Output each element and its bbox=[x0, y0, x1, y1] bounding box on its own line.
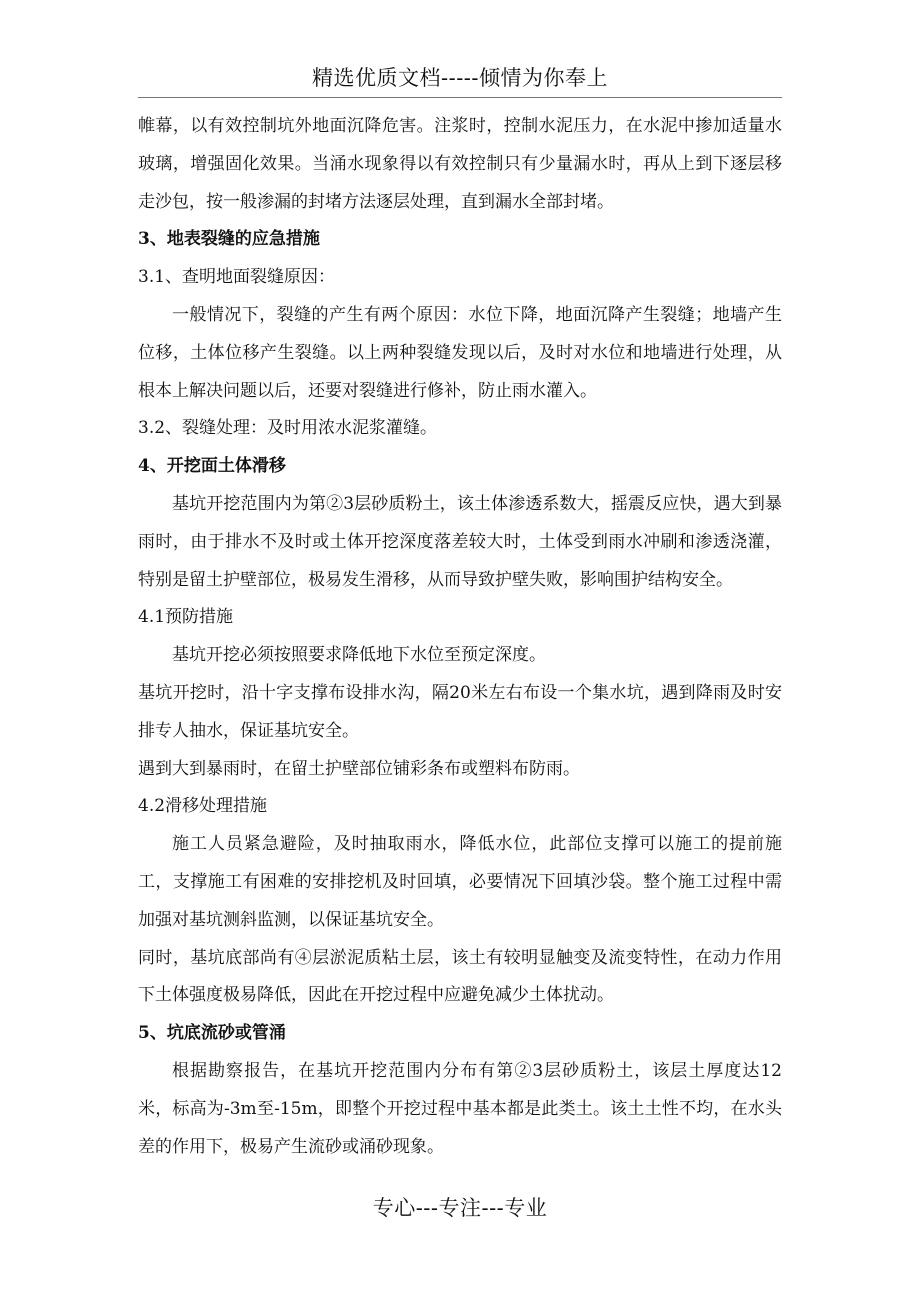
paragraph-prevention-2: 基坑开挖时，沿十字支撑布设排水沟，隔20米左右布设一个集水坑，遇到降雨及时安排专人抽水，保证基坑安全。 bbox=[138, 682, 782, 741]
section-heading-5: 5、坑底流砂或管涌 bbox=[138, 1023, 286, 1044]
paragraph-continuation: 帷幕，以有效控制坑外地面沉降危害。注浆时，控制水泥压力，在水泥中掺加适量水玻璃，增强固化效果。当涌水现象得以有效控制只有少量漏水时，再从上到下逐层移走沙包，按一般渗漏的封堵方法逐层处理，直到漏水全部封堵。 bbox=[138, 116, 782, 212]
header-divider bbox=[138, 97, 782, 98]
subsection-heading-4-2: 4.2滑移处理措施 bbox=[138, 796, 268, 817]
paragraph-quicksand: 根据勘察报告，在基坑开挖范围内分布有第②3层砂质粉土，该层土厚度达12米，标高为-3m至-15m，即整个开挖过程中基本都是此类土。该土土性不均，在水头差的作用下，极易产生流砂或涌砂现象。 bbox=[138, 1060, 782, 1157]
section-heading-4: 4、开挖面土体滑移 bbox=[138, 456, 286, 477]
paragraph-slip-handling-1: 施工人员紧急避险，及时抽取雨水，降低水位，此部位支撑可以施工的提前施工，支撑施工有困难的安排挖机及时回填，必要情况下回填沙袋。整个施工过程中需加强对基坑测斜监测，以保证基坑安全。 bbox=[138, 834, 782, 930]
paragraph-crack-causes: 一般情况下，裂缝的产生有两个原因：水位下降，地面沉降产生裂缝；地墙产生位移，土体位移产生裂缝。以上两种裂缝发现以后，及时对水位和地墙进行处理，从根本上解决问题以后，还要对裂缝进行修补，防止雨水灌入。 bbox=[138, 304, 782, 401]
paragraph-slip-handling-2: 同时，基坑底部尚有④层淤泥质粘土层，该土有较明显触变及流变特性，在动力作用下土体强度极易降低，因此在开挖过程中应避免减少土体扰动。 bbox=[138, 947, 782, 1006]
paragraph-prevention-3: 遇到大到暴雨时，在留土护壁部位铺彩条布或塑料布防雨。 bbox=[138, 758, 580, 779]
page-header: 精选优质文档-----倾情为你奉上 bbox=[312, 66, 608, 90]
document-body bbox=[138, 108, 782, 1166]
subsection-heading-3-2: 3.2、裂缝处理：及时用浓水泥浆灌缝。 bbox=[138, 418, 438, 439]
page-footer: 专心---专注---专业 bbox=[372, 1196, 548, 1220]
paragraph-soil-slip: 基坑开挖范围内为第②3层砂质粉土，该土体渗透系数大，摇震反应快，遇大到暴雨时，由于排水不及时或土体开挖深度落差较大时，土体受到雨水冲刷和渗透浇灌，特别是留土护壁部位，极易发生滑移，从而导致护壁失败，影响围护结构安全。 bbox=[138, 493, 782, 590]
subsection-heading-3-1: 3.1、查明地面裂缝原因： bbox=[138, 267, 336, 288]
paragraph-prevention-1: 基坑开挖必须按照要求降低地下水位至预定深度。 bbox=[172, 645, 546, 666]
section-heading-3: 3、地表裂缝的应急措施 bbox=[138, 229, 320, 250]
subsection-heading-4-1: 4.1预防措施 bbox=[138, 607, 234, 628]
